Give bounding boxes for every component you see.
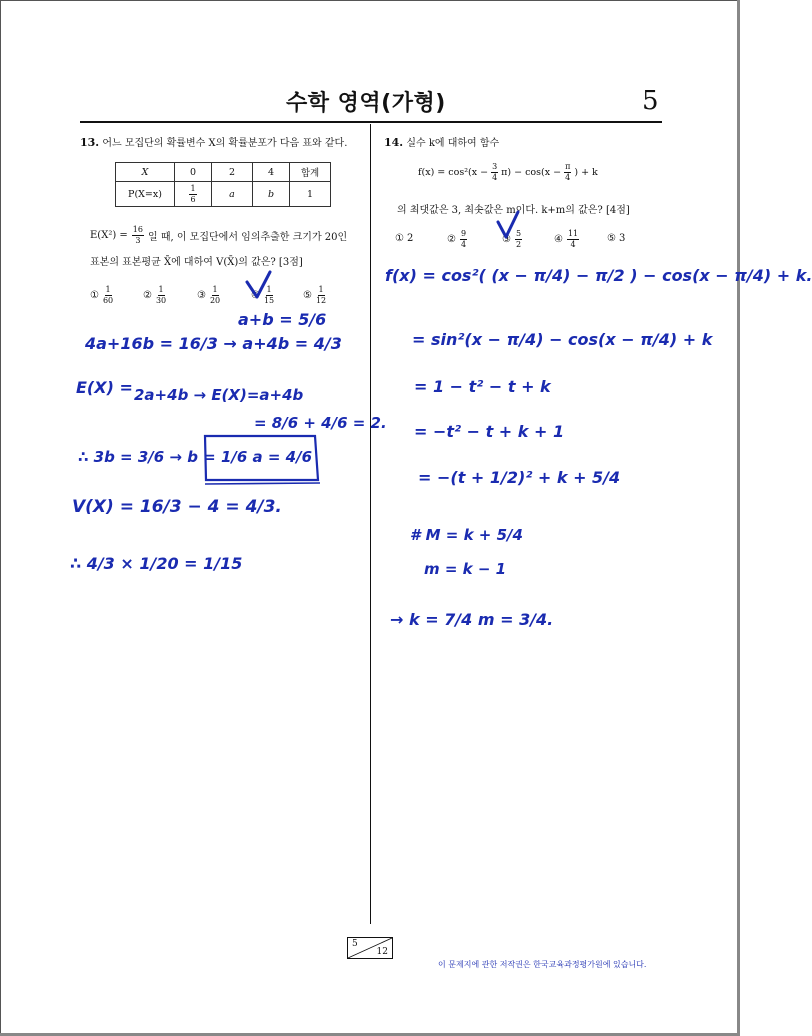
q13-choice-5[interactable]: ⑤ $\frac{1}{12}$ <box>303 285 327 305</box>
table-cell-b: b <box>253 182 290 207</box>
hand-right-line-8: → k = 7/4 m = 3/4. <box>390 610 554 629</box>
table-header-x: X <box>116 163 175 182</box>
hand-right-line-1: f(x) = cos²( (x − π/4) − π/2 ) − cos(x − π/4) + k. <box>385 266 812 285</box>
hand-left-line-2: 4a+16b = 16/3 → a+4b = 4/3 <box>85 334 342 353</box>
hand-right-line-6: # M = k + 5/4 <box>410 526 523 544</box>
q13-stem: 어느 모집단의 확률변수 X의 확률분포가 다음 표와 같다. <box>102 138 348 149</box>
copyright-notice: 이 문제지에 관한 저작권은 한국교육과정평가원에 있습니다. <box>438 960 647 969</box>
q14-choice-5[interactable]: ⑤ 3 <box>607 233 626 244</box>
check-mark-q13 <box>247 272 270 297</box>
q13-condition-fraction: $\frac{16}{3}$ <box>132 225 143 245</box>
q13-condition-prefix: E(X²) = <box>90 230 128 241</box>
table-header-0: 0 <box>175 163 212 182</box>
q13-number: 13. <box>80 136 100 149</box>
q14-choice-3[interactable]: ③ $\frac{5}{2}$ <box>502 229 522 249</box>
q14-number: 14. <box>384 136 404 149</box>
q13-choice-4[interactable]: ④ $\frac{1}{15}$ <box>251 285 275 305</box>
q13-choice-1[interactable]: ① $\frac{1}{60}$ <box>90 285 114 305</box>
q14-choice-4[interactable]: ④ $\frac{11}{4}$ <box>554 229 579 249</box>
q13-choice-3[interactable]: ③ $\frac{1}{20}$ <box>197 285 221 305</box>
hand-left-line-3: E(X) = <box>76 378 133 397</box>
q13-choice-2[interactable]: ② $\frac{1}{30}$ <box>143 285 167 305</box>
table-cell-total: 1 <box>290 182 331 207</box>
hand-left-line-5: ∴ 3b = 3/6 → b = 1/6 a = 4/6 <box>78 448 313 466</box>
hand-left-line-4: = 8/6 + 4/6 = 2. <box>254 414 387 432</box>
q14-stem: 실수 k에 대하여 함수 <box>406 138 500 149</box>
hand-right-line-3: = 1 − t² − t + k <box>414 377 551 396</box>
hand-left-line-1: a+b = 5/6 <box>238 310 327 329</box>
hand-right-line-7: m = k − 1 <box>424 560 507 578</box>
hand-right-line-5: = −(t + 1/2)² + k + 5/4 <box>418 468 621 487</box>
page-number: 5 <box>642 86 659 116</box>
table-cell-p0: $\frac{1}{6}$ <box>175 182 212 207</box>
check-mark-q14 <box>498 212 518 237</box>
q14-function: f(x) = cos²(x − $\frac{3}{4}$ π) − cos(x − $\frac{\pi}{4}$ ) + k <box>418 162 598 182</box>
page-counter-box <box>347 937 393 959</box>
q13-condition-suffix: 일 때, 이 모집단에서 임의추출한 크기가 20인 <box>147 232 348 243</box>
hand-left-line-3b: 2a+4b → E(X)=a+4b <box>134 386 304 404</box>
table-header-total: 합계 <box>290 163 331 182</box>
table-header-2: 2 <box>212 163 253 182</box>
table-cell-a: a <box>212 182 253 207</box>
q13-question-line: 표본의 표본평균 X̄에 대하여 V(X̄)의 값은? [3점] <box>90 257 303 268</box>
q14-choice-2[interactable]: ② $\frac{9}{4}$ <box>447 229 467 249</box>
table-row-label: P(X=x) <box>116 182 175 207</box>
table-header-4: 4 <box>253 163 290 182</box>
hand-right-line-2: = sin²(x − π/4) − cos(x − π/4) + k <box>412 330 713 349</box>
page-title: 수학 영역(가형) <box>286 91 446 116</box>
hand-right-line-4: = −t² − t + k + 1 <box>414 422 565 441</box>
page-counter-current: 5 <box>352 939 358 949</box>
hand-left-line-7: ∴ 4/3 × 1/20 = 1/15 <box>70 554 243 573</box>
q14-choice-1[interactable]: ① 2 <box>395 233 414 244</box>
q14-question-line: 의 최댓값은 3, 최솟값은 m이다. k+m의 값은? [4점] <box>397 205 630 216</box>
answer-box-underline <box>205 483 320 484</box>
page-counter-total: 12 <box>376 947 388 957</box>
hand-left-line-6: V(X) = 16/3 − 4 = 4/3. <box>72 497 282 517</box>
